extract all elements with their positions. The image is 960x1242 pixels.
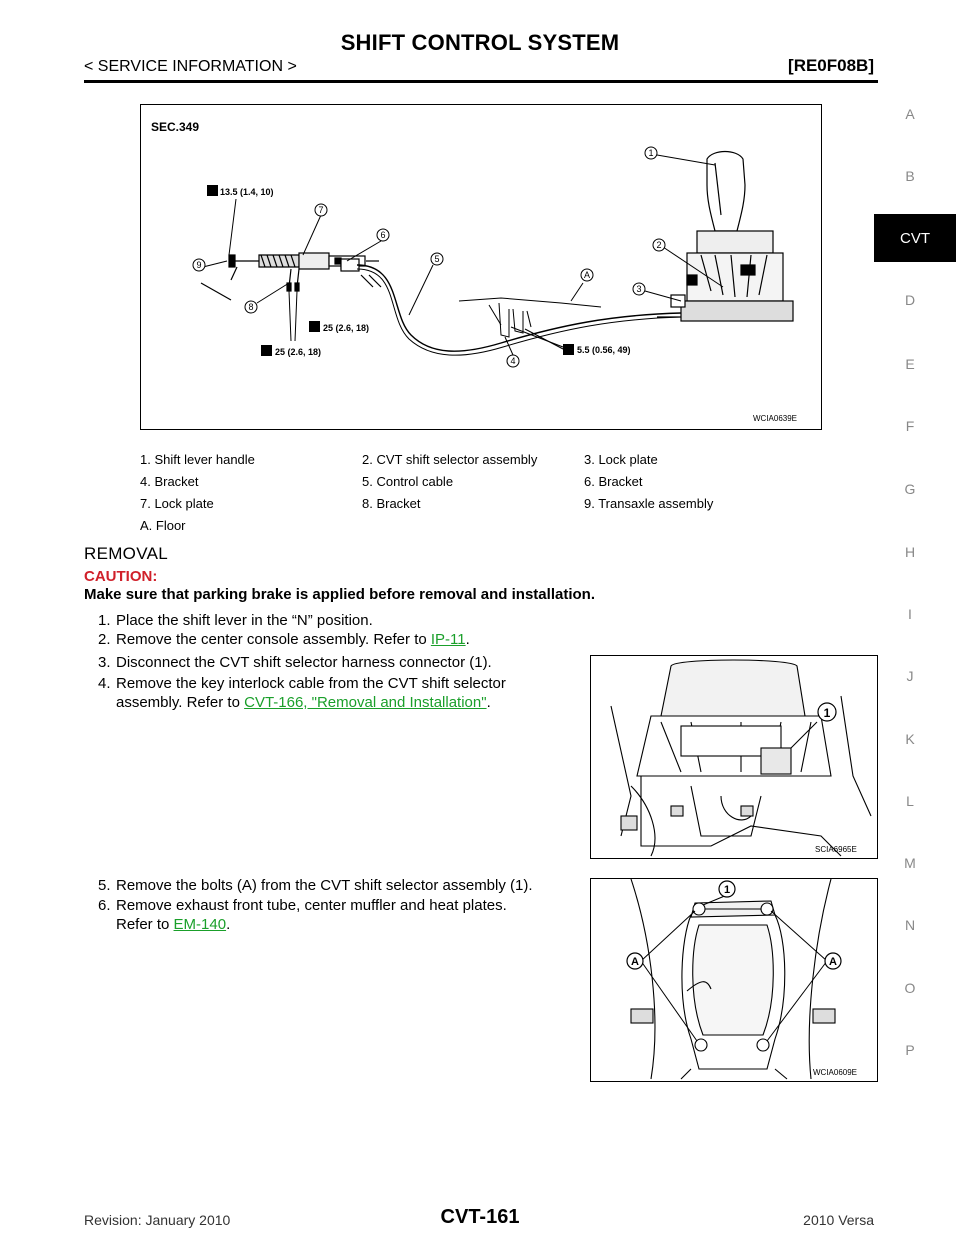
side-index-a[interactable]: A — [905, 106, 915, 122]
section-subtitle: < SERVICE INFORMATION > — [84, 58, 297, 75]
table-row: 4. Bracket 5. Control cable 6. Bracket — [140, 474, 643, 489]
svg-text:25 (2.6, 18): 25 (2.6, 18) — [323, 323, 370, 333]
model-code: [RE0F08B] — [788, 56, 874, 75]
photo1-callout-1: 1 — [823, 706, 831, 720]
svg-text:13.5 (1.4, 10): 13.5 (1.4, 10) — [220, 187, 274, 197]
photo1-image-id: SCIA6965E — [815, 845, 857, 854]
control-cable — [357, 265, 681, 351]
step-4: 4. Remove the key interlock cable from the CVT shift selector assembly. Refer to CVT-166, "Removal and Installation". — [98, 675, 506, 711]
side-index-f[interactable]: F — [905, 418, 915, 434]
callout-a: A — [583, 270, 591, 280]
page-title: SHIFT CONTROL SYSTEM — [340, 30, 620, 55]
diagram-section-label: SEC.349 — [151, 120, 200, 134]
callout-6: 6 — [380, 230, 386, 240]
side-index-i[interactable]: I — [908, 606, 912, 622]
photo2-callout-a-right: A — [829, 956, 837, 968]
footer-model: 2010 Versa — [803, 1212, 874, 1228]
photo2-callout-1: 1 — [723, 884, 731, 896]
step-5: 5. Remove the bolts (A) from the CVT shift selector assembly (1). — [98, 877, 533, 894]
side-index-e[interactable]: E — [905, 356, 915, 372]
caution-label: CAUTION: — [84, 568, 158, 585]
side-index-n[interactable]: N — [904, 917, 916, 933]
callout-5: 5 — [434, 254, 440, 264]
torque-spec-2 — [309, 321, 369, 333]
callout-4: 4 — [510, 356, 516, 366]
side-index-cvt-active[interactable]: CVT — [874, 214, 956, 262]
removal-heading: REMOVAL — [84, 544, 168, 563]
step-3: 3. Disconnect the CVT shift selector harness connector (1). — [98, 654, 492, 671]
side-index — [882, 0, 960, 1242]
cvt-shift-selector — [657, 152, 793, 322]
photo2-image-id: WCIA0609E — [813, 1068, 858, 1077]
callout-2: 2 — [656, 240, 662, 250]
side-index-h[interactable]: H — [904, 544, 916, 560]
link-em-140[interactable]: EM-140 — [173, 916, 227, 933]
diagram-image-id: WCIA0639E — [753, 414, 798, 423]
photo2-callout-a-left: A — [631, 956, 639, 968]
photo-shift-selector-bolts — [590, 878, 878, 1082]
torque-spec-1 — [207, 185, 274, 255]
side-index-p[interactable]: P — [905, 1042, 915, 1058]
torque-spec-4 — [511, 327, 631, 355]
step-1: 1. Place the shift lever in the “N” position. — [98, 612, 373, 629]
photo-shift-selector-connector — [590, 655, 878, 859]
shift-control-diagram — [140, 104, 822, 430]
footer-page-number: CVT-161 — [440, 1206, 520, 1228]
side-index-m[interactable]: M — [904, 855, 916, 871]
table-row: 7. Lock plate 8. Bracket 9. Transaxle assembly — [140, 496, 714, 511]
link-ip-11[interactable]: IP-11 — [430, 631, 466, 648]
side-index-l[interactable]: L — [906, 793, 914, 809]
side-index-g[interactable]: G — [904, 481, 916, 497]
link-cvt-166[interactable]: CVT-166, "Removal and Installation" — [244, 694, 487, 711]
side-index-k[interactable]: K — [905, 731, 915, 747]
table-row: A. Floor — [140, 518, 186, 533]
callout-1: 1 — [648, 148, 654, 158]
caution-text: Make sure that parking brake is applied before removal and installation. — [84, 586, 595, 603]
parts-legend — [140, 452, 822, 540]
step-6: 6. Remove exhaust front tube, center muffler and heat plates. Refer to EM-140. — [98, 897, 507, 933]
step-2: 2. Remove the center console assembly. Refer to IP-11. — [98, 631, 470, 648]
header-rule — [84, 80, 878, 83]
side-index-b[interactable]: B — [905, 168, 915, 184]
footer-revision: Revision: January 2010 — [84, 1212, 231, 1228]
table-row: 1. Shift lever handle 2. CVT shift selector assembly 3. Lock plate — [140, 452, 658, 467]
side-index-o[interactable]: O — [904, 980, 916, 996]
svg-text:5.5 (0.56, 49): 5.5 (0.56, 49) — [577, 345, 631, 355]
side-index-j[interactable]: J — [906, 668, 914, 684]
side-index-d[interactable]: D — [904, 292, 916, 308]
callout-9: 9 — [196, 260, 202, 270]
callout-8: 8 — [248, 302, 254, 312]
callout-7: 7 — [318, 205, 324, 215]
svg-text:25 (2.6, 18): 25 (2.6, 18) — [275, 347, 322, 357]
callout-3: 3 — [636, 284, 642, 294]
